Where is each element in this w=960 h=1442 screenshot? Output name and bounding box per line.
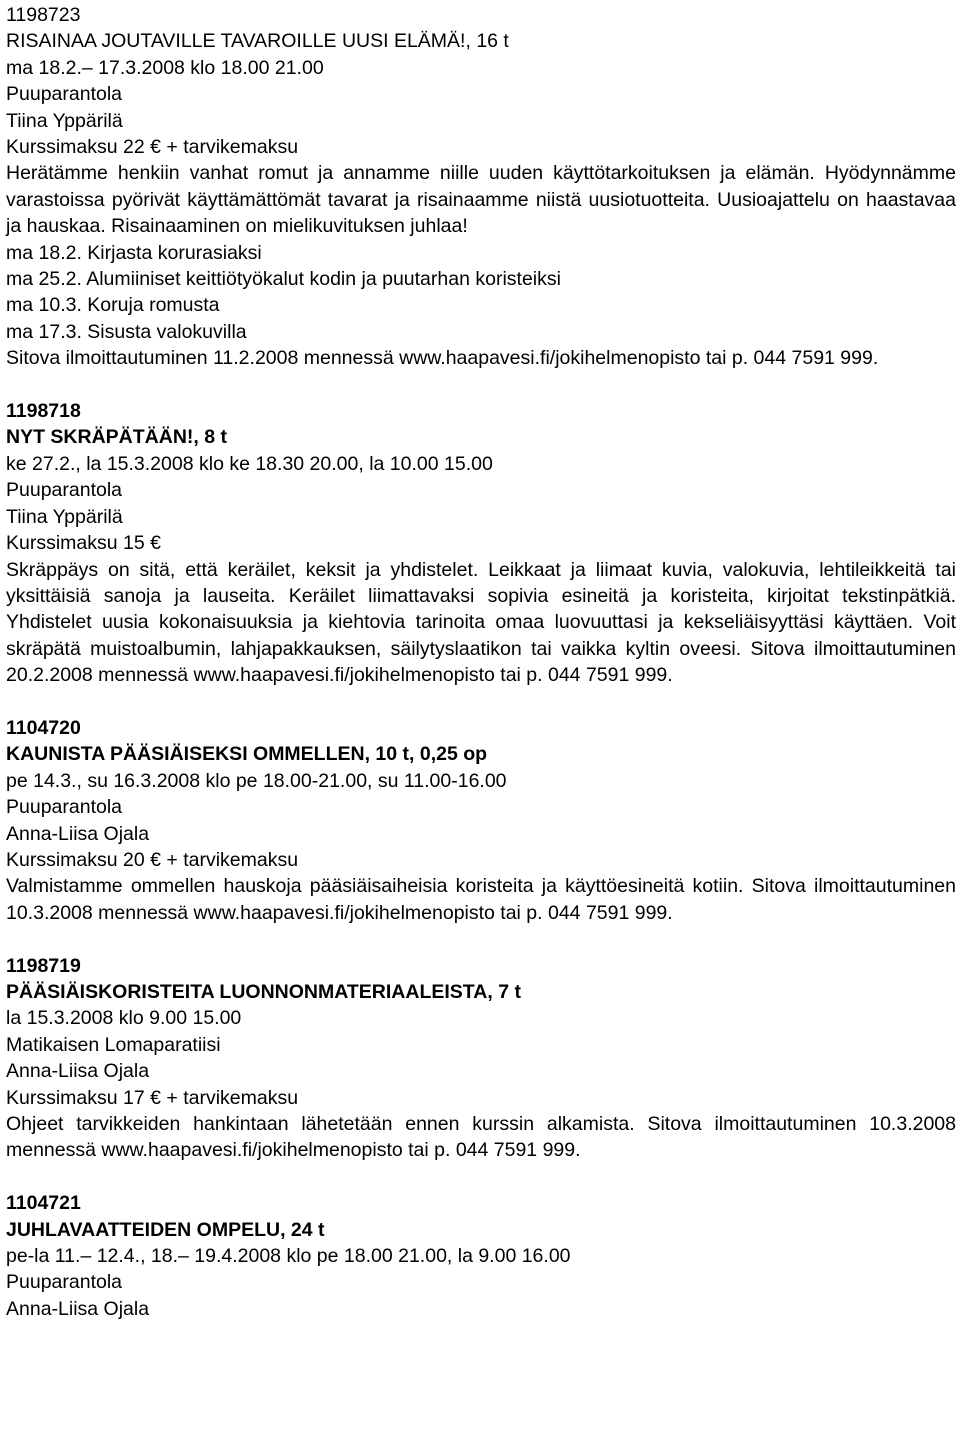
course-registration: Sitova ilmoittautuminen 11.2.2008 mennessä www.haapavesi.fi/jokihelmenopisto tai p. 044 7591 999.	[6, 347, 879, 370]
course-title: KAUNISTA PÄÄSIÄISEKSI OMMELLEN, 10 t, 0,25 op	[6, 743, 488, 766]
course-entry	[6, 398, 956, 688]
course-dates: ke 27.2., la 15.3.2008 klo ke 18.30 20.00, la 10.00 15.00	[6, 452, 493, 475]
course-dates: ma 18.2.– 17.3.2008 klo 18.00 21.00	[6, 56, 324, 79]
course-place: Puuparantola	[6, 479, 123, 502]
course-code: 1198719	[6, 954, 81, 977]
course-teacher: Anna-Liisa Ojala	[6, 1297, 150, 1320]
course-fee: Kurssimaksu 22 € + tarvikemaksu	[6, 136, 299, 159]
course-entry	[6, 953, 956, 1164]
schedule-item: ma 10.3. Koruja romusta	[6, 294, 220, 317]
course-place: Puuparantola	[6, 83, 123, 106]
course-description: Valmistamme ommellen hauskoja pääsiäisaiheisia koristeita ja käyttöesineitä kotiin. Sitova ilmoittautuminen 10.3.2008 mennessä www.haapavesi.fi/jokihelmenopisto tai p. 044 7591 999.	[6, 875, 956, 924]
course-title: JUHLAVAATTEIDEN OMPELU, 24 t	[6, 1218, 325, 1241]
course-dates: pe 14.3., su 16.3.2008 klo pe 18.00-21.00, su 11.00-16.00	[6, 769, 507, 792]
course-dates: la 15.3.2008 klo 9.00 15.00	[6, 1007, 242, 1030]
course-fee: Kurssimaksu 17 € + tarvikemaksu	[6, 1086, 299, 1109]
schedule-item: ma 25.2. Alumiiniset keittiötyökalut kodin ja puutarhan koristeiksi	[6, 268, 561, 291]
course-title: PÄÄSIÄISKORISTEITA LUONNONMATERIAALEISTA, 7 t	[6, 980, 521, 1003]
schedule-item: ma 17.3. Sisusta valokuvilla	[6, 320, 247, 343]
course-description: Ohjeet tarvikkeiden hankintaan lähetetään ennen kurssin alkamista. Sitova ilmoittautuminen 10.3.2008 mennessä www.haapavesi.fi/jokihelmenopisto tai p. 044 7591 999.	[6, 1113, 956, 1162]
course-description: Skräppäys on sitä, että keräilet, keksit ja yhdistelet. Leikkaat ja liimaat kuvia, valokuvia, lehtileikkeitä tai yksittäisiä sanoja ja lauseita. Keräilet liimattavaksi sopivia esineitä ja koristeita, kirjoitat tekstinpätkiä. Yhdistelet uusia kokonaisuuksia ja kiehtovia tarinoita omaa luovuuttasi ja kekseliäisyyttäsi käyttäen. Voit skräpätä muistoalbumin, lahjapakkauksen, säilytyslaatikon tai vaikka kyltin oveesi. Sitova ilmoittautuminen 20.2.2008 mennessä www.haapavesi.fi/jokihelmenopisto tai p. 044 7591 999.	[6, 558, 956, 687]
course-fee: Kurssimaksu 15 €	[6, 532, 161, 555]
course-teacher: Tiina Yppärilä	[6, 505, 123, 528]
schedule-item: ma 18.2. Kirjasta korurasiaksi	[6, 241, 262, 264]
course-entry	[6, 2, 956, 372]
course-code: 1104720	[6, 716, 81, 739]
course-code: 1198723	[6, 4, 81, 26]
course-code: 1198718	[6, 400, 81, 423]
course-title: NYT SKRÄPÄTÄÄN!, 8 t	[6, 426, 228, 449]
course-dates: pe-la 11.– 12.4., 18.– 19.4.2008 klo pe 18.00 21.00, la 9.00 16.00	[6, 1245, 571, 1268]
course-fee: Kurssimaksu 20 € + tarvikemaksu	[6, 848, 299, 871]
course-description: Herätämme henkiin vanhat romut ja annamme niille uuden käyttötarkoituksen ja elämän. Hyödynnämme varastoissa pyörivät käyttämättömät tavarat ja risainaamme niistä uusiotuotteita. Uusioajattelu on haastavaa ja hauskaa. Risainaaminen on mielikuvituksen juhlaa!	[6, 162, 956, 238]
course-listing	[6, 0, 956, 1322]
course-code: 1104721	[6, 1192, 81, 1215]
course-teacher: Tiina Yppärilä	[6, 109, 123, 132]
course-teacher: Anna-Liisa Ojala	[6, 1060, 150, 1083]
course-place: Puuparantola	[6, 1271, 123, 1294]
course-entry	[6, 715, 956, 926]
course-title: RISAINAA JOUTAVILLE TAVAROILLE UUSI ELÄMÄ!, 16 t	[6, 30, 509, 53]
course-place: Puuparantola	[6, 796, 123, 819]
course-entry	[6, 1190, 956, 1322]
course-teacher: Anna-Liisa Ojala	[6, 822, 150, 845]
course-place: Matikaisen Lomaparatiisi	[6, 1033, 221, 1056]
